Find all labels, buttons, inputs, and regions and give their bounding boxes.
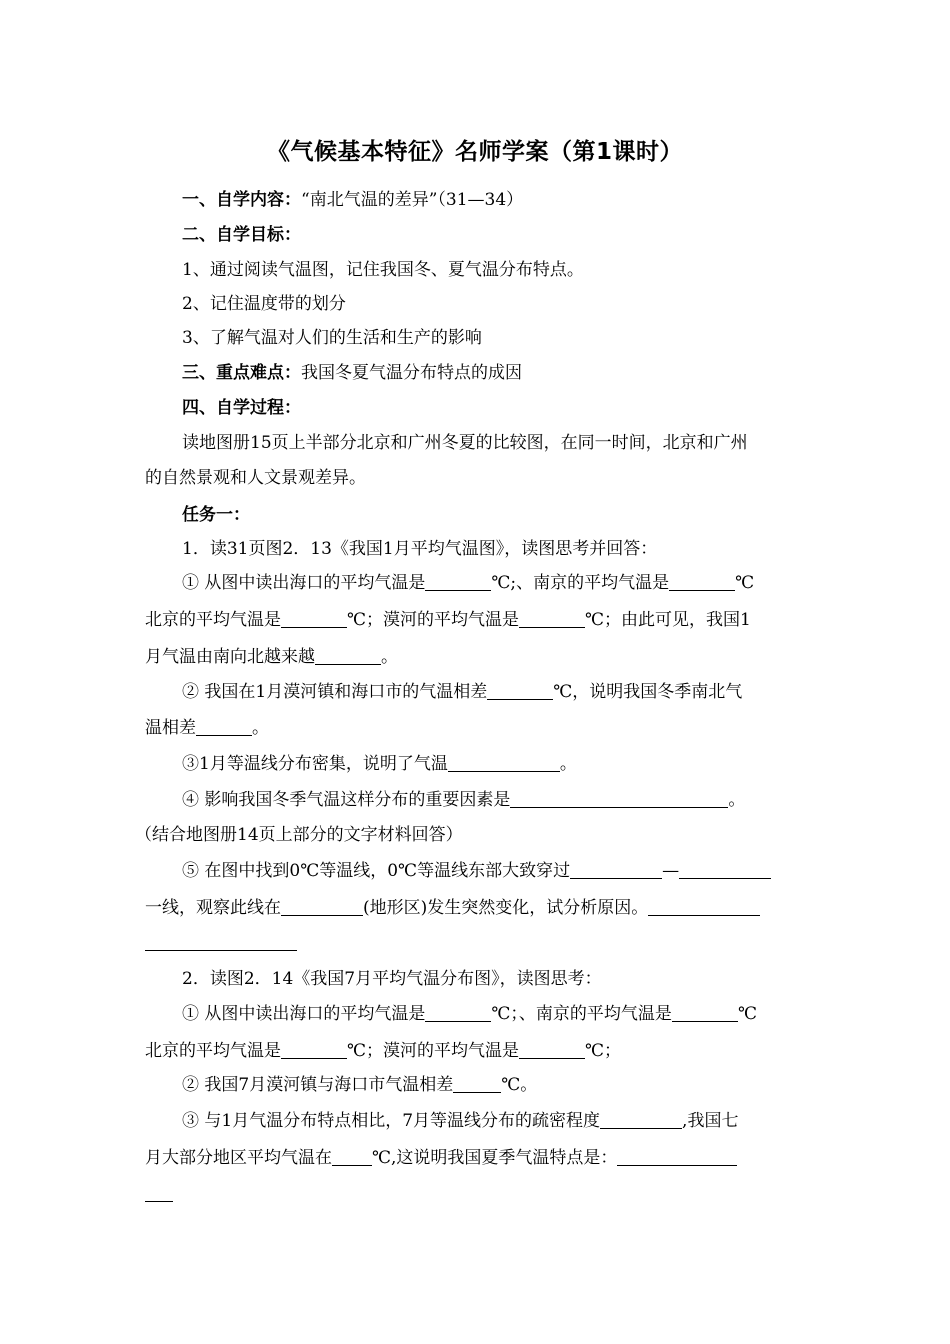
section-text: 我国冬夏气温分布特点的成因 bbox=[301, 363, 522, 383]
question-text: ② 我国7月漠河镇与海口市气温相差 bbox=[182, 1075, 454, 1095]
section-key-difficulties bbox=[182, 361, 522, 385]
question-text: (地形区)发生突然变化，试分析原因。 bbox=[363, 898, 649, 918]
answer-blank[interactable] bbox=[332, 1148, 372, 1166]
question-text: ℃；由此可见，我国1 bbox=[585, 610, 751, 630]
question-1a-line bbox=[145, 645, 398, 669]
question-1e-line bbox=[182, 859, 771, 883]
question-text: ℃;、南京的平均气温是 bbox=[491, 573, 670, 593]
answer-blank[interactable] bbox=[519, 610, 585, 628]
question-1e-line bbox=[145, 896, 760, 920]
question-text: 。 bbox=[381, 647, 398, 667]
question-text: 。 bbox=[728, 790, 746, 810]
question-1d-line bbox=[182, 788, 745, 812]
section-label: 一、自学内容： bbox=[182, 190, 301, 210]
question-text: ③ 与1月气温分布特点相比，7月等温线分布的疏密程度 bbox=[182, 1111, 601, 1131]
question-text: ℃,这说明我国夏季气温特点是： bbox=[372, 1148, 618, 1168]
goal-item: 3、了解气温对人们的生活和生产的影响 bbox=[182, 328, 482, 348]
answer-blank[interactable] bbox=[145, 933, 297, 951]
answer-blank[interactable] bbox=[510, 790, 728, 808]
page-title: 《气候基本特征》名师学案（第1课时） bbox=[266, 139, 683, 165]
question-text: ℃；漠河的平均气温是 bbox=[347, 1041, 520, 1061]
question-text: ℃，说明我国冬季南北气 bbox=[553, 682, 743, 702]
question-2c-line bbox=[145, 1182, 173, 1206]
question-1a-line bbox=[182, 571, 754, 595]
question-text: 。 bbox=[252, 718, 269, 738]
question-1-stem: 1．读31页图2．13《我国1月平均气温图》，读图思考并回答： bbox=[182, 539, 658, 559]
answer-blank[interactable] bbox=[281, 610, 347, 628]
question-text: ② 我国在1月漠河镇和海口市的气温相差 bbox=[182, 682, 488, 702]
answer-blank[interactable] bbox=[570, 861, 662, 879]
question-text: 一线，观察此线在 bbox=[145, 898, 281, 918]
intro-paragraph-line: 读地图册15页上半部分北京和广州冬夏的比较图，在同一时间，北京和广州 bbox=[182, 433, 748, 453]
question-text: ① 从图中读出海口的平均气温是 bbox=[182, 573, 426, 593]
question-2c-line bbox=[182, 1109, 738, 1133]
task-one-label: 任务一： bbox=[182, 505, 250, 525]
section-text: “南北气温的差异”（31—34） bbox=[301, 190, 524, 210]
answer-blank[interactable] bbox=[679, 861, 771, 879]
question-text: 。 bbox=[559, 754, 577, 774]
answer-blank[interactable] bbox=[315, 647, 381, 665]
question-2b-line bbox=[182, 1073, 537, 1097]
answer-blank[interactable] bbox=[669, 573, 735, 591]
goal-item: 2、记住温度带的划分 bbox=[182, 294, 346, 314]
answer-blank[interactable] bbox=[672, 1004, 738, 1022]
question-text: ,我国七 bbox=[682, 1111, 739, 1131]
answer-blank[interactable] bbox=[487, 682, 553, 700]
answer-blank[interactable] bbox=[196, 718, 252, 736]
question-text: 月气温由南向北越来越 bbox=[145, 647, 315, 667]
question-text: ③1月等温线分布密集，说明了气温 bbox=[182, 754, 448, 774]
answer-blank[interactable] bbox=[425, 573, 491, 591]
question-1d-note: （结合地图册14页上部分的文字材料回答） bbox=[135, 825, 463, 845]
answer-blank[interactable] bbox=[648, 898, 760, 916]
intro-paragraph-line: 的自然景观和人文景观差异。 bbox=[145, 468, 366, 488]
question-text: ℃；漠河的平均气温是 bbox=[347, 610, 520, 630]
section-label: 三、重点难点： bbox=[182, 363, 301, 383]
question-text: ℃； bbox=[585, 1041, 622, 1061]
answer-blank[interactable] bbox=[453, 1075, 501, 1093]
question-2a-line bbox=[182, 1002, 757, 1026]
goal-item: 1、通过阅读气温图，记住我国冬、夏气温分布特点。 bbox=[182, 260, 584, 280]
question-2a-line bbox=[145, 1039, 621, 1063]
question-text: ① 从图中读出海口的平均气温是 bbox=[182, 1004, 426, 1024]
answer-blank[interactable] bbox=[425, 1004, 491, 1022]
question-1a-line bbox=[145, 608, 751, 632]
answer-blank[interactable] bbox=[281, 898, 363, 916]
question-text: 月大部分地区平均气温在 bbox=[145, 1148, 332, 1168]
question-text: ⑤ 在图中找到0℃等温线，0℃等温线东部大致穿过 bbox=[182, 861, 571, 881]
question-2-stem: 2．读图2．14《我国7月平均气温分布图》，读图思考： bbox=[182, 969, 602, 989]
section-self-study-goals: 二、自学目标： bbox=[182, 225, 301, 245]
answer-blank[interactable] bbox=[448, 754, 560, 772]
question-text: ④ 影响我国冬季气温这样分布的重要因素是 bbox=[182, 790, 511, 810]
question-1e-line bbox=[145, 931, 297, 955]
question-text: 北京的平均气温是 bbox=[145, 610, 281, 630]
question-2c-line bbox=[145, 1146, 737, 1170]
section-self-study-content bbox=[182, 188, 523, 212]
question-text: ℃；、南京的平均气温是 bbox=[491, 1004, 672, 1024]
answer-blank[interactable] bbox=[281, 1041, 347, 1059]
section-self-study-process: 四、自学过程： bbox=[182, 398, 301, 418]
answer-blank[interactable] bbox=[617, 1148, 737, 1166]
question-1b-line bbox=[145, 716, 269, 740]
question-text: 北京的平均气温是 bbox=[145, 1041, 281, 1061]
question-text: ℃ bbox=[735, 573, 755, 593]
question-1b-line bbox=[182, 680, 742, 704]
question-text: ℃。 bbox=[501, 1075, 538, 1095]
answer-blank[interactable] bbox=[145, 1184, 173, 1202]
answer-blank[interactable] bbox=[600, 1111, 682, 1129]
question-1c-line bbox=[182, 752, 577, 776]
question-text: 温相差 bbox=[145, 718, 196, 738]
question-text: ℃ bbox=[737, 1004, 757, 1024]
answer-blank[interactable] bbox=[519, 1041, 585, 1059]
question-text: — bbox=[662, 861, 680, 881]
